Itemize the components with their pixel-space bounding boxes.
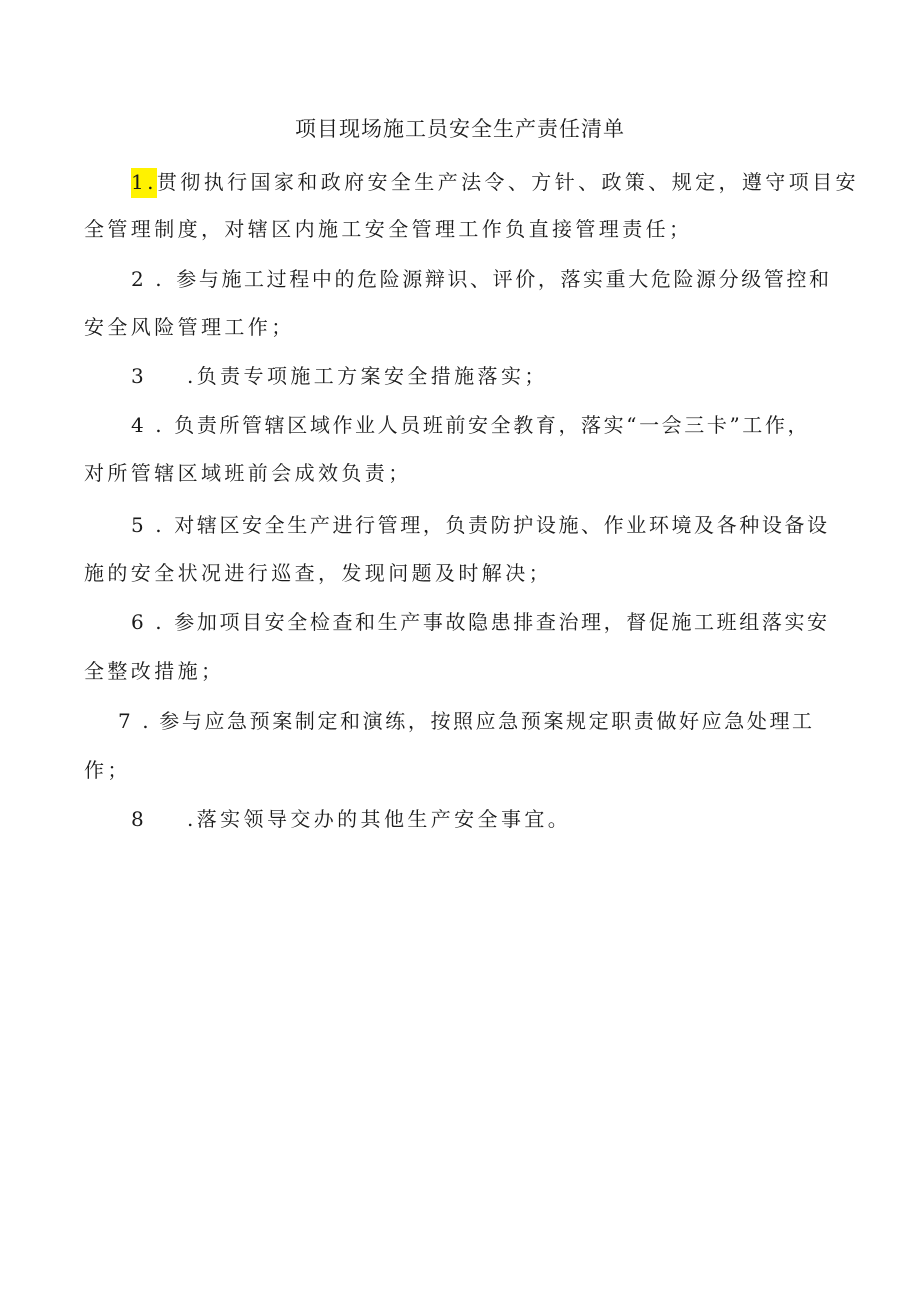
list-item-6-line-2	[84, 656, 224, 686]
item-2-text-line-1: 参与施工过程中的危险源辩识、评价，落实重大危险源分级管控和	[176, 267, 832, 291]
item-4-number: 4 .	[131, 413, 165, 437]
item-4-text-line-2: 对所管辖区域班前会成效负责；	[84, 461, 412, 485]
list-item-1-line-1	[131, 167, 859, 197]
item-5-text-line-1: 对辖区安全生产进行管理，负责防护设施、作业环境及各种设备设	[174, 513, 830, 537]
list-item-6-line-1	[131, 607, 830, 637]
list-item-7-line-1	[118, 706, 815, 736]
item-8-text-line-1: .落实领导交办的其他生产安全事宜。	[187, 807, 572, 831]
list-item-7-line-2	[84, 755, 131, 785]
item-3-text-line-1: .负责专项施工方案安全措施落实；	[187, 364, 548, 388]
item-7-text-line-1: 参与应急预案制定和演练，按照应急预案规定职责做好应急处理工	[159, 709, 815, 733]
document-title: 项目现场施工员安全生产责任清单	[295, 117, 625, 141]
list-item-8-line-1	[131, 804, 571, 834]
list-item-3-line-1	[131, 361, 548, 391]
list-item-4-line-1	[131, 410, 810, 440]
list-item-2-line-1	[131, 264, 832, 294]
item-3-number: 3	[131, 364, 148, 388]
item-2-text-line-2: 安全风险管理工作；	[84, 315, 295, 339]
list-item-2-line-2	[84, 312, 295, 342]
item-2-number: 2 .	[131, 267, 165, 291]
item-5-text-line-2: 施的安全状况进行巡查，发现问题及时解决；	[84, 561, 552, 585]
item-6-text-line-2: 全整改措施；	[84, 659, 225, 683]
item-7-text-line-2: 作；	[84, 758, 131, 782]
item-6-text-line-1: 参加项目安全检查和生产事故隐患排查治理，督促施工班组落实安	[174, 610, 830, 634]
item-1-text-line-1: 贯彻执行国家和政府安全生产法令、方针、政策、规定，遵守项目安	[156, 170, 859, 194]
item-8-number: 8	[131, 807, 148, 831]
list-item-5-line-1	[131, 510, 830, 540]
list-item-5-line-2	[84, 558, 552, 588]
item-7-number: 7 .	[118, 709, 152, 733]
list-item-4-line-2	[84, 458, 412, 488]
list-item-1-line-2	[84, 214, 692, 244]
item-5-number: 5 .	[131, 513, 165, 537]
item-4-text-line-1: 负责所管辖区域作业人员班前安全教育，落实“一会三卡”工作，	[174, 413, 811, 437]
item-1-text-line-2: 全管理制度，对辖区内施工安全管理工作负直接管理责任；	[84, 217, 693, 241]
item-6-number: 6 .	[131, 610, 165, 634]
item-1-number: 1.	[131, 168, 157, 198]
